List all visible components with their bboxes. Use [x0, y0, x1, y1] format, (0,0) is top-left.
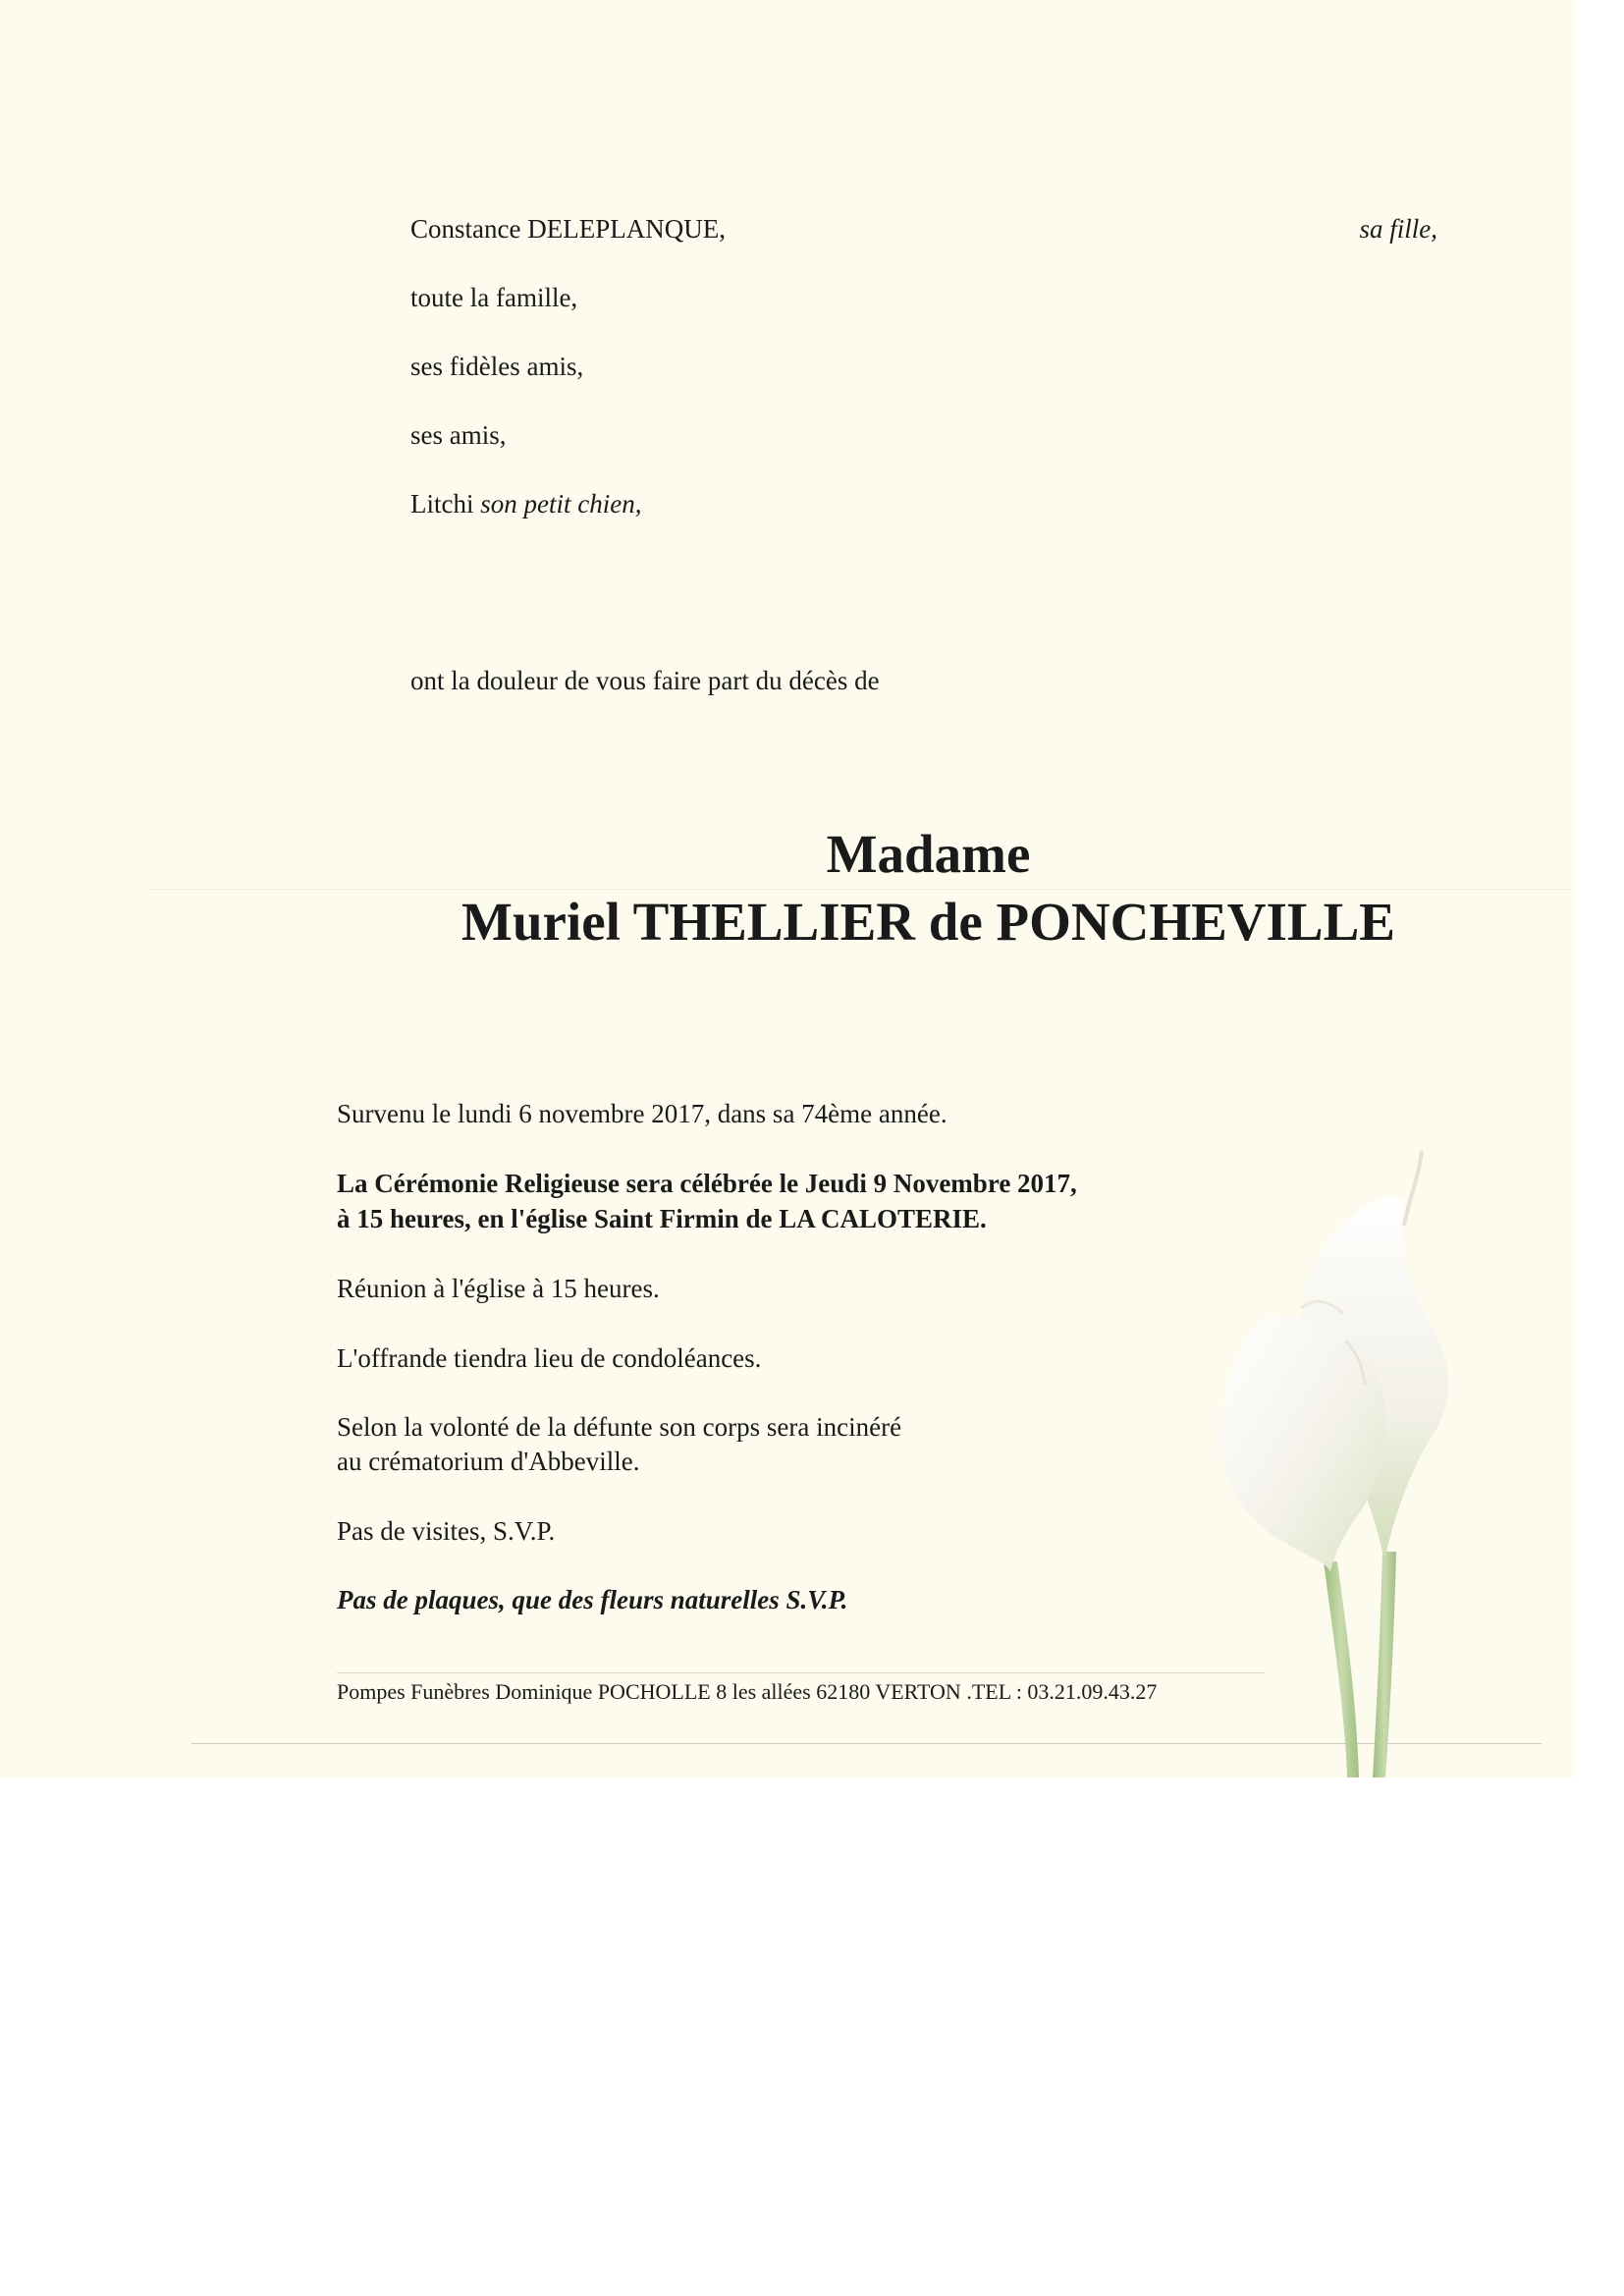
flowers-text: Pas de plaques, que des fleurs naturelles S.V.P.	[337, 1585, 848, 1614]
pet-line	[410, 487, 641, 520]
cremation-line-1: Selon la volonté de la défunte son corps sera incinéré	[337, 1412, 902, 1442]
cremation-line-2: au crématorium d'Abbeville.	[337, 1447, 640, 1476]
family-line: toute la famille,	[410, 283, 578, 312]
passing-date-text: Survenu le lundi 6 novembre 2017, dans sa 74ème année.	[337, 1099, 947, 1128]
daughter-name: Constance DELEPLANQUE,	[410, 214, 726, 244]
friends-line: ses amis,	[410, 420, 507, 450]
calla-lily-icon	[1208, 1139, 1502, 1777]
deceased-honorific: Madame	[826, 824, 1031, 884]
announcement-text: ont la douleur de vous faire part du décès de	[410, 666, 880, 695]
offering-text: L'offrande tiendra lieu de condoléances.	[337, 1343, 762, 1373]
footer-divider	[337, 1672, 1265, 1673]
ceremony-line-2: à 15 heures, en l'église Saint Firmin de LA CALOTERIE.	[337, 1204, 987, 1233]
meeting-text: Réunion à l'église à 15 heures.	[337, 1274, 660, 1303]
funeral-home-footer: Pompes Funèbres Dominique POCHOLLE 8 les allées 62180 VERTON .TEL : 03.21.09.43.27	[337, 1679, 1158, 1704]
pet-role: son petit chien,	[480, 489, 642, 519]
visits-text: Pas de visites, S.V.P.	[337, 1516, 556, 1546]
pet-name: Litchi	[410, 489, 481, 519]
fold-line	[147, 889, 1571, 890]
daughter-role: sa fille,	[1359, 214, 1437, 244]
deceased-name: Muriel THELLIER de PONCHEVILLE	[461, 892, 1395, 952]
loyal-friends-line: ses fidèles amis,	[410, 352, 584, 381]
ceremony-line-1: La Cérémonie Religieuse sera célébrée le Jeudi 9 Novembre 2017,	[337, 1169, 1077, 1198]
